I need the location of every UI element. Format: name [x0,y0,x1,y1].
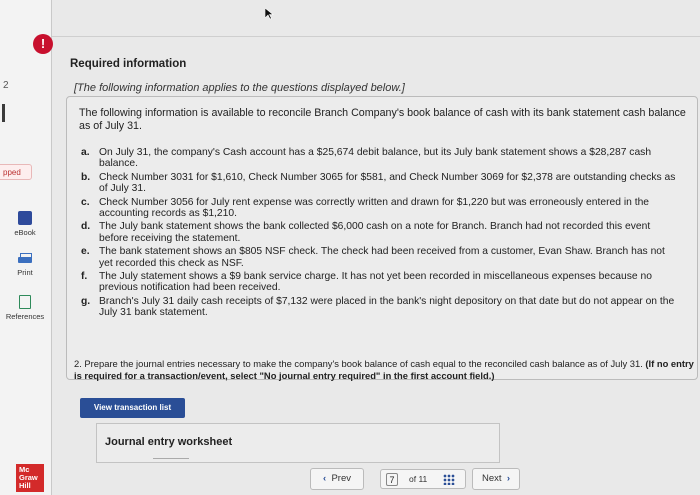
left-sidebar [0,0,52,495]
question-text: 2. Prepare the journal entries necessary to make the company's book balance of cash equal to the reconciled cash balance as of July 31. (If no entry is required for a transaction/event, select "No journal entry required" in the first account field.) [74,358,694,381]
alert-icon: ! [33,34,53,54]
ebook-label: eBook [14,228,36,237]
question-number[interactable]: 2 [3,80,9,91]
list-item: c. Check Number 3056 for July rent expense was correctly written and drawn for $1,220 but was erroneously entered in the accounting records as $1,210. [81,196,650,220]
current-page[interactable]: 7 [386,473,398,486]
chevron-right-icon: › [506,473,510,484]
references-label: References [5,312,45,321]
prev-button[interactable]: ‹ Prev [310,468,364,490]
current-question-indicator [2,104,5,122]
printer-icon [18,253,32,265]
page-total: of 11 [409,474,428,484]
list-item: a. On July 31, the company's Cash account has a $25,674 debit balance, but its July bank statement shows a $28,287 cash balance. [81,147,652,170]
next-button[interactable]: Next › [472,468,520,490]
skipped-badge[interactable]: pped [0,164,32,180]
journal-entry-worksheet [96,423,500,463]
references-icon [19,295,31,309]
list-item: e. The bank statement shows an $805 NSF check. The check had been received from a customer, Evan Shaw. Branch has not yet recorded this check as NSF. [81,246,665,269]
mouse-cursor-icon [265,8,274,20]
mcgraw-hill-logo: Mc Graw Hill [16,464,44,492]
list-item: g. Branch's July 31 daily cash receipts of $7,132 were placed in the bank's night depository on that date but do not appear on the July 31 bank statement. [81,295,675,319]
grid-icon[interactable] [443,474,455,485]
ebook-icon [18,211,32,225]
page-selector[interactable] [380,469,466,489]
header-divider [52,36,700,37]
list-item: b. Check Number 3031 for $1,610, Check Number 3065 for $581, and Check Number 3069 for $2,378 are outstanding checks as of July 31. [81,171,676,195]
ebook-tool[interactable] [0,211,50,237]
view-transaction-list-button[interactable]: View transaction list [80,398,185,418]
main-content [52,38,700,458]
required-info-title: Required information [70,58,187,70]
list-item: d. The July bank statement shows the bank collected $6,000 cash on a note for Branch. Branch had not recorded this event before receiving the statement. [81,221,651,244]
print-tool[interactable] [0,253,50,277]
chevron-left-icon: ‹ [323,473,327,484]
info-intro: The following information is available to reconcile Branch Company's book balance of cash with its bank statement cash balance as of July 31. [79,107,686,132]
print-label: Print [17,268,33,277]
required-info-subtitle: [The following information applies to the questions displayed below.] [74,82,405,94]
bottom-navigation [52,458,700,495]
info-list [81,147,681,321]
list-item: f. The July statement shows a $9 bank service charge. It has not yet been recorded in miscellaneous expenses because no previous notification had been received. [81,271,652,294]
references-tool[interactable] [0,295,50,321]
information-panel [66,96,698,380]
question-instruction: (If no entry is required for a transaction/event, select "No journal entry required" in the first account field.) [74,358,694,381]
worksheet-title: Journal entry worksheet [105,436,233,448]
